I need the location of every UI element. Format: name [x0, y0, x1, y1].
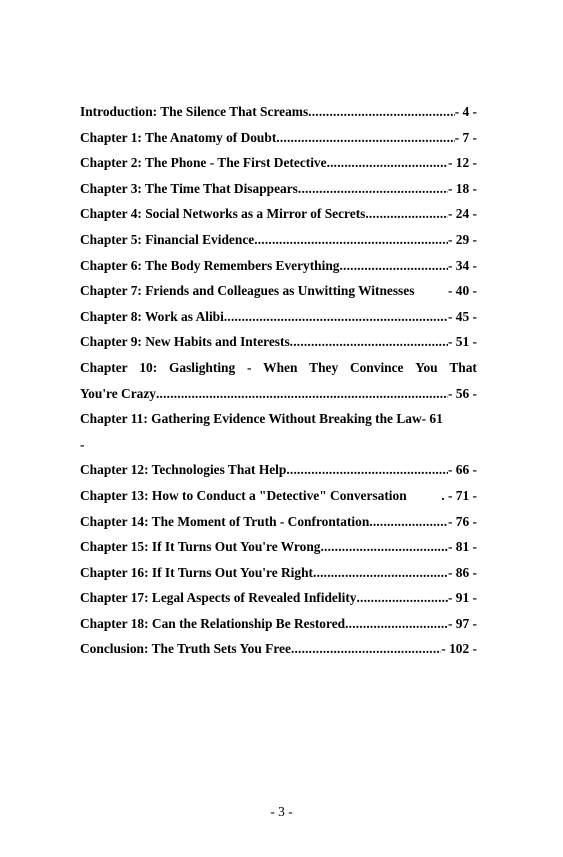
toc-entry-title: Conclusion: The Truth Sets You Free: [80, 641, 291, 657]
toc-leader-dots: [276, 125, 454, 151]
table-of-contents: [80, 99, 477, 662]
toc-entry[interactable]: [80, 585, 477, 611]
toc-entry-title: Chapter 18: Can the Relationship Be Restored: [80, 615, 346, 631]
toc-entry-page: - 45 -: [447, 308, 477, 324]
toc-entry-page: - 76 -: [447, 513, 477, 529]
toc-leader-dots: [286, 457, 448, 483]
toc-word: They: [309, 359, 339, 375]
toc-entry-chapter-11-line-2: [80, 432, 477, 458]
toc-leader-dots: [340, 253, 448, 279]
toc-entry-page: . - 71 -: [441, 487, 477, 503]
toc-entry-title: Chapter 17: Legal Aspects of Revealed Infidelity: [80, 590, 357, 606]
toc-entry-page: - 51 -: [447, 334, 477, 350]
toc-entry-title: Chapter 4: Social Networks as a Mirror of Secrets: [80, 206, 366, 222]
toc-entry[interactable]: [80, 227, 477, 253]
toc-entry-title: Chapter 8: Work as Alibi: [80, 308, 224, 324]
toc-entry-page: - 7 -: [454, 129, 477, 145]
toc-word: That: [449, 359, 477, 375]
toc-leader-dots: [254, 227, 448, 253]
toc-entry-title: Chapter 6: The Body Remembers Everything: [80, 257, 340, 273]
toc-entry-title: Chapter 1: The Anatomy of Doubt: [80, 129, 277, 145]
toc-leader-dots: [224, 304, 448, 330]
toc-entry-title: Chapter 5: Financial Evidence: [80, 231, 255, 247]
toc-entry[interactable]: [80, 611, 477, 637]
toc-entry-title: Chapter 2: The Phone - The First Detective: [80, 155, 327, 171]
toc-entry[interactable]: [80, 534, 477, 560]
toc-leader-dots: [365, 201, 448, 227]
toc-leader-dots: [320, 534, 448, 560]
toc-entry-chapter-10-line-2[interactable]: [80, 381, 477, 407]
toc-entry-title: Chapter 12: Technologies That Help: [80, 462, 287, 478]
toc-leader-dots: [308, 99, 455, 125]
toc-entry[interactable]: [80, 253, 477, 279]
toc-entry-page: - 24 -: [447, 206, 477, 222]
toc-entry-page: - 29 -: [447, 231, 477, 247]
toc-entry[interactable]: [80, 560, 477, 586]
toc-entry-title: Introduction: The Silence That Screams: [80, 104, 309, 119]
toc-entry-title: Chapter 13: How to Conduct a "Detective" Conversation: [80, 487, 407, 503]
toc-leader-dots: [356, 585, 448, 611]
toc-entry[interactable]: [80, 509, 477, 535]
toc-entry[interactable]: [80, 636, 477, 662]
toc-leader-dots: [369, 509, 448, 535]
toc-entry[interactable]: [80, 125, 477, 151]
toc-entry[interactable]: [80, 201, 477, 227]
toc-entry-page: - 91 -: [447, 590, 477, 606]
toc-entry-page: - 4 -: [454, 104, 477, 119]
toc-word: -: [246, 359, 252, 375]
toc-leader-dots: [291, 636, 441, 662]
toc-entry-page: - 66 -: [447, 462, 477, 478]
toc-entry-page: - 81 -: [447, 539, 477, 555]
toc-entry-chapter-10-line-1[interactable]: [80, 355, 477, 381]
toc-entry-title: Chapter 15: If It Turns Out You're Wrong: [80, 539, 321, 555]
toc-entry-title: Chapter 11: Gathering Evidence Without Breaking the Law- 61: [80, 411, 443, 427]
toc-entry-chapter-11-line-1[interactable]: [80, 406, 477, 432]
toc-word: 10:: [139, 359, 158, 375]
toc-entry[interactable]: [80, 483, 477, 509]
toc-entry-page: - 34 -: [447, 257, 477, 273]
toc-entry-page: - 40 -: [447, 283, 477, 299]
toc-entry-title: Chapter 3: The Time That Disappears: [80, 180, 298, 196]
toc-entry[interactable]: [80, 304, 477, 330]
toc-leader-dots: [290, 329, 448, 355]
toc-leader-dots: [313, 560, 448, 586]
toc-leader-dots: [156, 381, 448, 407]
toc-entry-page: - 86 -: [447, 564, 477, 580]
toc-word: Gaslighting: [168, 359, 236, 375]
toc-entry-page: - 56 -: [447, 385, 477, 401]
toc-leader-dots: [298, 176, 448, 202]
toc-entry[interactable]: [80, 278, 477, 304]
toc-entry[interactable]: [80, 99, 477, 125]
toc-entry-page: - 97 -: [447, 615, 477, 631]
toc-entry[interactable]: [80, 329, 477, 355]
toc-entry-page: - 12 -: [447, 155, 477, 171]
toc-entry-title: Chapter 9: New Habits and Interests: [80, 334, 290, 350]
toc-word: Chapter: [80, 359, 128, 375]
toc-entry-page: - 102 -: [441, 641, 477, 657]
toc-leader-dots: [327, 150, 448, 176]
toc-entry-title: You're Crazy: [80, 385, 156, 401]
toc-entry[interactable]: [80, 150, 477, 176]
toc-entry-title: Chapter 16: If It Turns Out You're Right: [80, 564, 314, 580]
toc-word: You: [415, 359, 438, 375]
page-number: - 3 -: [270, 804, 293, 819]
toc-entry-title: Chapter 7: Friends and Colleagues as Unwitting Witnesses: [80, 283, 415, 299]
toc-word: Convince: [349, 359, 404, 375]
toc-word: When: [263, 359, 298, 375]
toc-entry-page-wrap: -: [80, 436, 85, 452]
toc-leader-dots: [345, 611, 448, 637]
toc-entry[interactable]: [80, 457, 477, 483]
toc-entry-title: Chapter 14: The Moment of Truth - Confrontation: [80, 513, 370, 529]
toc-entry[interactable]: [80, 176, 477, 202]
toc-entry-page: - 18 -: [447, 180, 477, 196]
